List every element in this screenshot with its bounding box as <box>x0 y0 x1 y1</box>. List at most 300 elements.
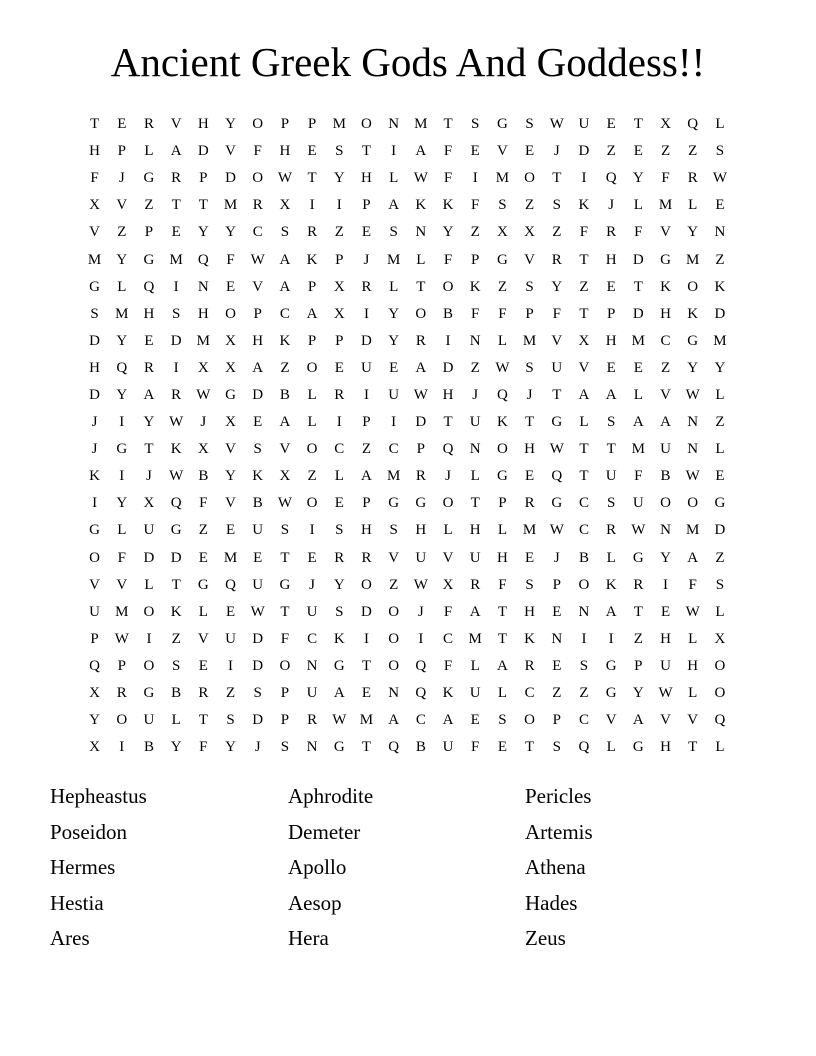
grid-letter: T <box>579 441 589 458</box>
grid-letter: Q <box>605 170 617 187</box>
grid-letter: H <box>496 549 508 566</box>
grid-letter: T <box>280 603 290 620</box>
grid-letter: U <box>469 549 481 566</box>
grid-letter: L <box>715 441 725 458</box>
grid-letter: K <box>333 630 345 647</box>
grid-letter: E <box>715 197 725 214</box>
grid-letter: F <box>443 251 453 268</box>
grid-letter: E <box>606 116 616 133</box>
grid-letter: R <box>334 549 345 566</box>
grid-letter: X <box>89 739 101 756</box>
grid-letter: U <box>551 359 563 376</box>
grid-letter: D <box>225 170 236 187</box>
grid-letter: X <box>496 224 508 241</box>
grid-letter: L <box>198 603 208 620</box>
grid-letter: F <box>443 170 453 187</box>
grid-letter: K <box>605 576 617 593</box>
grid-letter: I <box>119 414 125 431</box>
grid-letter: B <box>443 305 454 322</box>
grid-letter: P <box>90 630 99 647</box>
grid-letter: M <box>386 251 401 268</box>
grid-letter: U <box>143 522 155 539</box>
grid-letter: I <box>228 657 234 674</box>
grid-letter: K <box>469 278 481 295</box>
word-list-item: Hermes <box>50 855 116 880</box>
grid-letter: P <box>498 495 507 512</box>
grid-letter: D <box>89 386 101 403</box>
grid-letter: I <box>146 630 152 647</box>
grid-letter: A <box>388 712 400 729</box>
grid-letter: T <box>606 441 616 458</box>
grid-letter: T <box>361 143 372 160</box>
grid-letter: S <box>171 305 181 322</box>
grid-letter: A <box>496 657 508 674</box>
grid-letter: S <box>171 657 181 674</box>
grid-letter: T <box>361 739 372 756</box>
grid-letter: S <box>226 712 235 729</box>
grid-letter: T <box>579 251 589 268</box>
grid-letter: V <box>660 224 671 241</box>
grid-letter: Q <box>388 739 400 756</box>
grid-letter: G <box>660 251 671 268</box>
grid-letter: P <box>117 143 126 160</box>
grid-letter: A <box>279 414 291 431</box>
grid-letter: F <box>471 739 480 756</box>
grid-letter: D <box>415 414 427 431</box>
grid-letter: A <box>605 603 617 620</box>
grid-letter: L <box>633 386 643 403</box>
grid-letter: U <box>252 522 264 539</box>
grid-letter: A <box>388 197 400 214</box>
grid-letter: T <box>443 414 453 431</box>
grid-letter: S <box>335 603 344 620</box>
grid-letter: G <box>632 549 644 566</box>
grid-letter: O <box>306 495 318 512</box>
grid-letter: N <box>306 739 318 756</box>
grid-letter: L <box>307 386 317 403</box>
grid-letter: O <box>361 576 372 593</box>
grid-letter: T <box>552 170 562 187</box>
grid-letter: L <box>470 468 480 485</box>
grid-letter: R <box>171 386 182 403</box>
grid-letter: S <box>498 712 507 729</box>
grid-letter: V <box>279 441 291 458</box>
grid-letter: T <box>579 305 589 322</box>
grid-letter: K <box>279 332 291 349</box>
grid-letter: L <box>144 143 154 160</box>
grid-letter: M <box>686 251 700 268</box>
word-list-column <box>525 779 763 957</box>
grid-letter: D <box>632 305 644 322</box>
grid-letter: A <box>415 359 427 376</box>
grid-letter: H <box>442 386 454 403</box>
grid-letter: K <box>578 197 590 214</box>
grid-letter: Z <box>334 224 344 241</box>
grid-letter: Z <box>470 224 480 241</box>
grid-letter: V <box>116 197 128 214</box>
grid-letter: G <box>551 495 563 512</box>
grid-letter: V <box>116 576 128 593</box>
grid-letter: V <box>442 549 454 566</box>
grid-letter: P <box>117 657 126 674</box>
grid-letter: Z <box>579 278 589 295</box>
grid-letter: B <box>198 468 209 485</box>
grid-letter: R <box>171 170 182 187</box>
grid-letter: P <box>471 251 480 268</box>
grid-letter: L <box>688 197 698 214</box>
grid-letter: V <box>89 576 101 593</box>
grid-letter: I <box>363 305 369 322</box>
grid-letter: F <box>280 630 290 647</box>
grid-letter: M <box>115 603 129 620</box>
grid-letter: U <box>225 630 236 647</box>
grid-letter: K <box>714 278 726 295</box>
grid-letter: Y <box>632 170 644 187</box>
grid-letter: G <box>496 251 508 268</box>
grid-letter: B <box>171 685 182 702</box>
grid-letter: G <box>415 495 427 512</box>
grid-letter: Z <box>361 441 372 458</box>
grid-letter: L <box>334 468 344 485</box>
grid-letter: D <box>361 332 372 349</box>
grid-letter: X <box>89 685 101 702</box>
grid-letter: M <box>522 332 537 349</box>
grid-letter: H <box>524 603 536 620</box>
grid-letter: S <box>579 657 589 674</box>
grid-letter: W <box>169 414 184 431</box>
grid-letter: T <box>688 739 698 756</box>
grid-letter: W <box>413 576 428 593</box>
grid-letter: G <box>605 685 617 702</box>
grid-letter: O <box>388 657 400 674</box>
grid-letter: L <box>497 522 507 539</box>
grid-letter: C <box>307 630 318 647</box>
grid-letter: G <box>143 251 155 268</box>
grid-letter: N <box>578 603 590 620</box>
grid-letter: R <box>307 712 318 729</box>
grid-letter: D <box>632 251 644 268</box>
grid-letter: B <box>578 549 589 566</box>
grid-letter: L <box>144 576 154 593</box>
grid-letter: F <box>471 305 480 322</box>
grid-letter: H <box>89 359 101 376</box>
grid-letter: F <box>443 143 453 160</box>
grid-letter: K <box>524 630 536 647</box>
grid-letter: M <box>386 468 401 485</box>
grid-letter: J <box>363 251 370 268</box>
grid-letter: P <box>307 116 317 133</box>
grid-letter: M <box>414 116 428 133</box>
grid-letter: Z <box>660 359 671 376</box>
grid-letter: U <box>415 549 427 566</box>
grid-letter: F <box>199 495 208 512</box>
grid-letter: W <box>169 468 184 485</box>
grid-letter: I <box>391 143 397 160</box>
grid-letter: K <box>89 468 101 485</box>
grid-letter: M <box>495 170 510 187</box>
grid-letter: M <box>87 251 102 268</box>
grid-letter: V <box>687 712 699 729</box>
grid-letter: A <box>361 468 372 485</box>
grid-letter: X <box>197 359 209 376</box>
grid-letter: O <box>578 576 590 593</box>
grid-letter: F <box>90 170 99 187</box>
grid-letter: F <box>117 549 126 566</box>
grid-letter: E <box>361 224 372 241</box>
grid-letter: Q <box>225 576 236 593</box>
grid-letter: W <box>277 170 292 187</box>
grid-letter: D <box>578 143 590 160</box>
grid-letter: Z <box>552 685 562 702</box>
grid-letter: M <box>332 116 346 133</box>
grid-letter: T <box>198 197 208 214</box>
grid-letter: Z <box>225 685 236 702</box>
grid-letter: T <box>416 278 426 295</box>
grid-letter: T <box>579 468 589 485</box>
grid-letter: K <box>252 468 264 485</box>
grid-letter: R <box>361 278 372 295</box>
grid-letter: M <box>631 441 646 458</box>
grid-letter: I <box>472 170 478 187</box>
word-list-column <box>50 779 288 957</box>
grid-letter: O <box>361 116 372 133</box>
grid-letter: H <box>605 332 617 349</box>
grid-letter: R <box>415 468 426 485</box>
grid-letter: E <box>552 603 562 620</box>
grid-letter: H <box>361 522 372 539</box>
grid-letter: T <box>307 170 317 187</box>
grid-letter: O <box>143 603 155 620</box>
grid-letter: U <box>469 685 481 702</box>
grid-letter: V <box>578 359 590 376</box>
grid-letter: F <box>634 468 643 485</box>
grid-letter: T <box>497 630 507 647</box>
grid-letter: X <box>143 495 155 512</box>
word-list-item: Ares <box>50 926 90 951</box>
grid-letter: A <box>469 603 481 620</box>
grid-letter: L <box>633 197 643 214</box>
grid-letter: U <box>660 657 671 674</box>
grid-letter: R <box>551 251 562 268</box>
grid-letter: V <box>388 549 400 566</box>
grid-letter: W <box>250 251 265 268</box>
grid-letter: L <box>715 603 725 620</box>
grid-letter: N <box>660 522 671 539</box>
grid-letter: E <box>633 143 643 160</box>
grid-letter: W <box>631 522 646 539</box>
grid-letter: Y <box>225 224 236 241</box>
grid-letter: B <box>415 739 426 756</box>
grid-letter: L <box>579 414 589 431</box>
grid-letter: L <box>307 414 317 431</box>
grid-letter: O <box>306 441 318 458</box>
grid-letter: G <box>116 441 128 458</box>
grid-letter: I <box>309 197 315 214</box>
grid-letter: Z <box>280 359 290 376</box>
grid-letter: I <box>363 630 369 647</box>
grid-letter: E <box>225 603 236 620</box>
grid-letter: I <box>309 522 315 539</box>
grid-letter: H <box>660 739 671 756</box>
grid-letter: W <box>413 170 428 187</box>
grid-letter: P <box>525 305 534 322</box>
grid-letter: T <box>171 576 181 593</box>
grid-letter: B <box>252 495 263 512</box>
grid-letter: O <box>442 278 454 295</box>
grid-letter: F <box>471 197 480 214</box>
grid-letter: G <box>714 495 726 512</box>
grid-letter: O <box>143 657 155 674</box>
grid-letter: M <box>686 522 700 539</box>
grid-letter: G <box>388 495 400 512</box>
grid-letter: G <box>551 414 563 431</box>
grid-letter: P <box>280 116 290 133</box>
grid-letter: A <box>279 278 291 295</box>
grid-letter: D <box>252 630 264 647</box>
grid-letter: R <box>143 116 154 133</box>
grid-letter: E <box>470 143 480 160</box>
grid-letter: Z <box>144 197 154 214</box>
grid-letter: Y <box>170 739 182 756</box>
grid-letter: P <box>335 251 344 268</box>
grid-letter: O <box>714 685 726 702</box>
grid-letter: F <box>443 603 453 620</box>
grid-letter: N <box>469 332 481 349</box>
grid-letter: H <box>279 143 291 160</box>
grid-letter: Z <box>579 685 589 702</box>
grid-letter: U <box>632 495 644 512</box>
grid-letter: Q <box>89 657 101 674</box>
grid-letter: K <box>170 441 182 458</box>
grid-letter: Q <box>714 712 726 729</box>
grid-letter: Y <box>116 332 128 349</box>
grid-letter: T <box>633 116 643 133</box>
grid-letter: X <box>225 332 236 349</box>
word-list-item: Aphrodite <box>288 784 374 808</box>
grid-letter: T <box>443 116 453 133</box>
grid-letter: E <box>633 359 643 376</box>
grid-letter: A <box>632 712 644 729</box>
grid-letter: H <box>197 116 209 133</box>
grid-letter: O <box>279 657 291 674</box>
grid-letter: L <box>497 332 507 349</box>
grid-letter: W <box>685 386 700 403</box>
grid-letter: E <box>660 603 671 620</box>
grid-letter: A <box>252 359 264 376</box>
grid-letter: X <box>524 224 536 241</box>
grid-letter: O <box>687 278 699 295</box>
grid-letter: G <box>333 657 345 674</box>
grid-letter: W <box>712 170 727 187</box>
puzzle-title: Ancient Greek Gods And Goddess!! <box>110 39 706 85</box>
grid-letter: N <box>687 414 699 431</box>
grid-letter: J <box>118 170 125 187</box>
grid-letter: Z <box>552 224 562 241</box>
grid-letter: M <box>468 630 482 647</box>
grid-letter: S <box>280 739 290 756</box>
grid-letter: A <box>279 251 291 268</box>
grid-letter: L <box>715 116 725 133</box>
word-list-item: Athena <box>525 855 586 880</box>
grid-letter: D <box>170 549 182 566</box>
grid-letter: S <box>471 116 480 133</box>
grid-letter: Z <box>606 143 616 160</box>
word-list-item: Artemis <box>525 819 593 844</box>
grid-letter: I <box>418 630 424 647</box>
grid-letter: G <box>143 170 155 187</box>
grid-letter: H <box>524 441 536 458</box>
grid-letter: Q <box>442 441 454 458</box>
grid-letter: A <box>143 386 155 403</box>
grid-letter: D <box>197 143 209 160</box>
grid-letter: S <box>552 197 561 214</box>
word-list-item: Hepheastus <box>50 784 147 808</box>
grid-letter: P <box>280 685 290 702</box>
grid-letter: B <box>660 468 671 485</box>
grid-letter: Z <box>660 143 671 160</box>
grid-letter: F <box>552 305 561 322</box>
grid-letter: E <box>525 143 535 160</box>
grid-letter: C <box>524 685 535 702</box>
grid-letter: Z <box>117 224 127 241</box>
grid-letter: A <box>578 386 590 403</box>
grid-letter: J <box>526 386 533 403</box>
grid-letter: K <box>170 603 182 620</box>
grid-letter: M <box>223 197 238 214</box>
grid-letter: Y <box>687 224 699 241</box>
grid-letter: A <box>605 386 617 403</box>
grid-letter: O <box>496 441 508 458</box>
grid-letter: N <box>388 116 400 133</box>
grid-letter: Q <box>687 116 699 133</box>
grid-letter: R <box>524 657 535 674</box>
grid-letter: T <box>633 603 643 620</box>
grid-letter: W <box>277 495 292 512</box>
grid-letter: J <box>608 197 615 214</box>
grid-letter: W <box>658 685 673 702</box>
grid-letter: S <box>715 576 725 593</box>
grid-letter: H <box>89 143 101 160</box>
grid-letter: G <box>225 386 236 403</box>
grid-letter: K <box>306 251 318 268</box>
grid-letter: O <box>388 630 400 647</box>
grid-letter: K <box>415 197 427 214</box>
grid-letter: L <box>688 630 698 647</box>
grid-letter: S <box>715 143 725 160</box>
grid-letter: L <box>443 522 453 539</box>
grid-letter: S <box>525 359 534 376</box>
grid-letter: T <box>198 712 208 729</box>
grid-letter: E <box>198 657 208 674</box>
grid-letter: V <box>252 278 264 295</box>
grid-letter: T <box>90 116 100 133</box>
grid-letter: X <box>333 305 345 322</box>
grid-letter: O <box>306 359 318 376</box>
grid-letter: C <box>334 441 345 458</box>
grid-letter: I <box>663 576 669 593</box>
grid-letter: I <box>581 170 587 187</box>
grid-letter: E <box>334 359 344 376</box>
grid-letter: N <box>469 441 481 458</box>
grid-letter: P <box>552 576 561 593</box>
grid-letter: S <box>335 143 344 160</box>
grid-letter: E <box>144 332 154 349</box>
grid-letter: L <box>171 712 181 729</box>
grid-letter: E <box>715 468 725 485</box>
grid-letter: S <box>253 685 262 702</box>
grid-letter: U <box>252 576 264 593</box>
grid-letter: Z <box>198 522 208 539</box>
